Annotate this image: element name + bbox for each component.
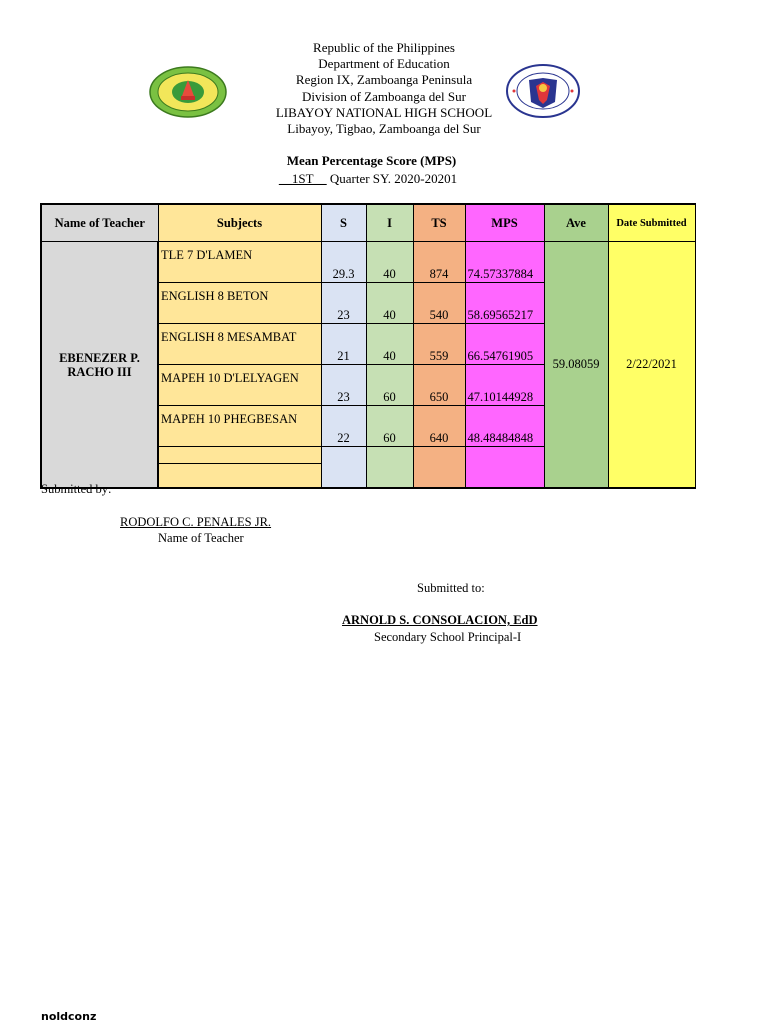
table-header-row bbox=[41, 204, 695, 242]
i-cell: 60 bbox=[366, 406, 413, 447]
mps-cell: 74.57337884 bbox=[465, 242, 544, 283]
submitted-to-title: Secondary School Principal-I bbox=[374, 630, 522, 644]
header-line-5: LIBAYOY NATIONAL HIGH SCHOOL bbox=[275, 104, 493, 120]
i-cell bbox=[366, 447, 413, 489]
col-header-i: I bbox=[366, 204, 413, 242]
subject-cell: ENGLISH 8 MESAMBAT bbox=[158, 324, 321, 365]
s-cell bbox=[321, 447, 366, 489]
i-cell: 40 bbox=[366, 283, 413, 324]
deped-seal-logo bbox=[506, 64, 580, 118]
ave-cell: 59.08059 bbox=[544, 242, 608, 489]
i-cell: 60 bbox=[366, 365, 413, 406]
subject-cell: MAPEH 10 PHEGBESAN bbox=[158, 406, 321, 447]
col-header-ave: Ave bbox=[544, 204, 608, 242]
mps-cell bbox=[465, 447, 544, 489]
header-line-6: Libayoy, Tigbao, Zamboanga del Sur bbox=[287, 120, 481, 136]
submitted-by-name: RODOLFO C. PENALES JR. bbox=[120, 515, 272, 529]
ts-cell: 874 bbox=[413, 242, 465, 283]
quarter-line bbox=[0, 171, 736, 187]
subject-cell: MAPEH 10 D'LELYAGEN bbox=[158, 365, 321, 406]
col-header-s: S bbox=[321, 204, 366, 242]
col-header-mps: MPS bbox=[465, 204, 544, 242]
ts-cell: 540 bbox=[413, 283, 465, 324]
quarter-rest: Quarter SY. 2020-20201 bbox=[326, 171, 458, 186]
s-cell: 21 bbox=[321, 324, 366, 365]
header-line-3: Region IX, Zamboanga Peninsula bbox=[295, 72, 473, 88]
s-cell: 23 bbox=[321, 365, 366, 406]
watermark-text: noldconz bbox=[41, 1010, 97, 1023]
header-line-4: Division of Zamboanga del Sur bbox=[302, 88, 466, 104]
col-header-ts: TS bbox=[413, 204, 465, 242]
ts-cell: 650 bbox=[413, 365, 465, 406]
col-header-teacher: Name of Teacher bbox=[41, 204, 158, 242]
mps-cell: 66.54761905 bbox=[465, 324, 544, 365]
letterhead bbox=[0, 40, 768, 137]
divider-line bbox=[159, 463, 321, 464]
table-row bbox=[41, 242, 695, 283]
i-cell: 40 bbox=[366, 242, 413, 283]
header-line-1: Republic of the Philippines bbox=[313, 40, 455, 55]
col-header-subjects: Subjects bbox=[158, 204, 321, 242]
quarter-value: __1ST__ bbox=[278, 171, 327, 186]
subject-cell: ENGLISH 8 BETON bbox=[158, 283, 321, 324]
mps-cell: 47.10144928 bbox=[465, 365, 544, 406]
col-header-date: Date Submitted bbox=[608, 204, 695, 242]
submitted-to-label: Submitted to: bbox=[417, 581, 485, 595]
submitted-by-label: Submitted by: bbox=[41, 482, 112, 496]
teacher-name-cell: EBENEZER P. RACHO III bbox=[41, 242, 158, 489]
subject-cell: TLE 7 D'LAMEN bbox=[158, 242, 321, 283]
mps-cell: 58.69565217 bbox=[465, 283, 544, 324]
submitted-to-name: ARNOLD S. CONSOLACION, EdD bbox=[342, 613, 538, 627]
subject-cell bbox=[158, 447, 321, 489]
s-cell: 23 bbox=[321, 283, 366, 324]
ts-cell: 640 bbox=[413, 406, 465, 447]
s-cell: 29.3 bbox=[321, 242, 366, 283]
s-cell: 22 bbox=[321, 406, 366, 447]
school-seal-logo bbox=[149, 66, 227, 118]
ts-cell: 559 bbox=[413, 324, 465, 365]
header-line-2: Department of Education bbox=[318, 56, 450, 72]
mps-table bbox=[40, 203, 696, 489]
mps-cell: 48.48484848 bbox=[465, 406, 544, 447]
submitted-by-title: Name of Teacher bbox=[158, 531, 244, 545]
ts-cell bbox=[413, 447, 465, 489]
i-cell: 40 bbox=[366, 324, 413, 365]
date-submitted-cell: 2/22/2021 bbox=[608, 242, 695, 489]
report-title: Mean Percentage Score (MPS) bbox=[286, 153, 457, 168]
